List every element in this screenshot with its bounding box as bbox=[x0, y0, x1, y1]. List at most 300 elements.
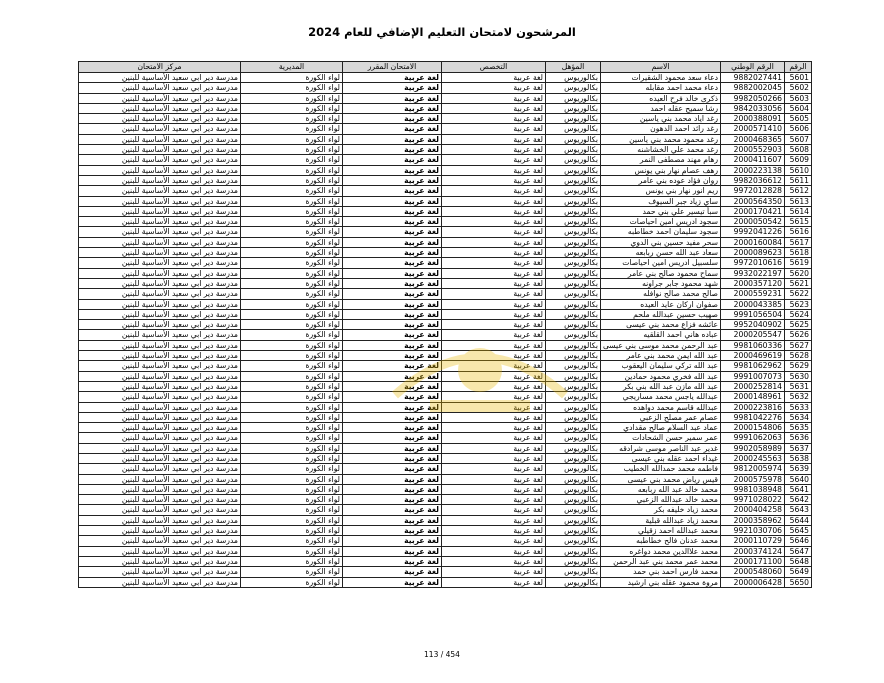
table-row bbox=[79, 381, 812, 391]
cell-id: 5647 bbox=[785, 546, 812, 556]
table-row bbox=[79, 505, 812, 515]
cell-directorate: لواء الكورة bbox=[241, 515, 343, 525]
cell-center: مدرسة دير ابي سعيد الأساسية للبنين bbox=[79, 206, 241, 216]
cell-id: 5621 bbox=[785, 278, 812, 288]
table-row bbox=[79, 515, 812, 525]
cell-exam: لغة عربية bbox=[343, 453, 442, 463]
cell-major: لغة عربية bbox=[442, 278, 546, 288]
table-row bbox=[79, 175, 812, 185]
cell-exam: لغة عربية bbox=[343, 196, 442, 206]
cell-center: مدرسة دير ابي سعيد الأساسية للبنين bbox=[79, 453, 241, 463]
cell-id: 5636 bbox=[785, 433, 812, 443]
cell-exam: لغة عربية bbox=[343, 412, 442, 422]
cell-qual: بكالوريوس bbox=[546, 412, 601, 422]
cell-qual: بكالوريوس bbox=[546, 495, 601, 505]
cell-exam: لغة عربية bbox=[343, 505, 442, 515]
cell-directorate: لواء الكورة bbox=[241, 217, 343, 227]
cell-qual: بكالوريوس bbox=[546, 155, 601, 165]
header-directorate: المديرية bbox=[241, 62, 343, 73]
cell-name: ذكرى خالد فرح العيده bbox=[601, 93, 721, 103]
cell-directorate: لواء الكورة bbox=[241, 196, 343, 206]
cell-center: مدرسة دير ابي سعيد الأساسية للبنين bbox=[79, 227, 241, 237]
cell-name: محمد خالد عبدالله الزعبي bbox=[601, 495, 721, 505]
cell-name: صهيب حسين عبدالله ملحم bbox=[601, 309, 721, 319]
cell-name: عبد الله مازن عبد الله بني بكر bbox=[601, 381, 721, 391]
cell-national: 2000468365 bbox=[721, 134, 785, 144]
cell-id: 5615 bbox=[785, 217, 812, 227]
cell-directorate: لواء الكورة bbox=[241, 124, 343, 134]
cell-national: 2000160084 bbox=[721, 237, 785, 247]
cell-id: 5611 bbox=[785, 175, 812, 185]
cell-exam: لغة عربية bbox=[343, 175, 442, 185]
table-row bbox=[79, 567, 812, 577]
cell-center: مدرسة دير ابي سعيد الأساسية للبنين bbox=[79, 484, 241, 494]
cell-exam: لغة عربية bbox=[343, 443, 442, 453]
cell-id: 5603 bbox=[785, 93, 812, 103]
cell-qual: بكالوريوس bbox=[546, 217, 601, 227]
cell-major: لغة عربية bbox=[442, 258, 546, 268]
cell-major: لغة عربية bbox=[442, 351, 546, 361]
cell-exam: لغة عربية bbox=[343, 206, 442, 216]
cell-national: 9991056504 bbox=[721, 309, 785, 319]
cell-id: 5616 bbox=[785, 227, 812, 237]
cell-directorate: لواء الكورة bbox=[241, 392, 343, 402]
cell-center: مدرسة دير ابي سعيد الأساسية للبنين bbox=[79, 402, 241, 412]
table-row bbox=[79, 526, 812, 536]
cell-exam: لغة عربية bbox=[343, 320, 442, 330]
cell-center: مدرسة دير ابي سعيد الأساسية للبنين bbox=[79, 423, 241, 433]
cell-directorate: لواء الكورة bbox=[241, 371, 343, 381]
cell-exam: لغة عربية bbox=[343, 145, 442, 155]
cell-name: محمد عدنان فالح خطاطبه bbox=[601, 536, 721, 546]
cell-directorate: لواء الكورة bbox=[241, 289, 343, 299]
cell-center: مدرسة دير ابي سعيد الأساسية للبنين bbox=[79, 83, 241, 93]
cell-national: 9982050266 bbox=[721, 93, 785, 103]
cell-national: 2000006428 bbox=[721, 577, 785, 587]
cell-national: 9882002045 bbox=[721, 83, 785, 93]
table-row bbox=[79, 278, 812, 288]
cell-major: لغة عربية bbox=[442, 83, 546, 93]
cell-directorate: لواء الكورة bbox=[241, 423, 343, 433]
cell-qual: بكالوريوس bbox=[546, 474, 601, 484]
cell-qual: بكالوريوس bbox=[546, 124, 601, 134]
cell-id: 5606 bbox=[785, 124, 812, 134]
cell-qual: بكالوريوس bbox=[546, 186, 601, 196]
header-name: الاسم bbox=[601, 62, 721, 73]
cell-exam: لغة عربية bbox=[343, 484, 442, 494]
cell-center: مدرسة دير ابي سعيد الأساسية للبنين bbox=[79, 340, 241, 350]
cell-qual: بكالوريوس bbox=[546, 392, 601, 402]
table-row bbox=[79, 268, 812, 278]
cell-major: لغة عربية bbox=[442, 320, 546, 330]
cell-national: 9981038948 bbox=[721, 484, 785, 494]
cell-national: 2000223138 bbox=[721, 165, 785, 175]
cell-name: محمد عمر محمد بني عبد الرحمن bbox=[601, 556, 721, 566]
cell-id: 5613 bbox=[785, 196, 812, 206]
page-title: المرشحون لامتحان التعليم الإضافي للعام 2024 bbox=[308, 25, 576, 39]
cell-name: عباده هاني احمد القلقيه bbox=[601, 330, 721, 340]
cell-qual: بكالوريوس bbox=[546, 505, 601, 515]
cell-center: مدرسة دير ابي سعيد الأساسية للبنين bbox=[79, 381, 241, 391]
cell-national: 9991062063 bbox=[721, 433, 785, 443]
table-row bbox=[79, 330, 812, 340]
cell-directorate: لواء الكورة bbox=[241, 268, 343, 278]
cell-directorate: لواء الكورة bbox=[241, 546, 343, 556]
cell-id: 5605 bbox=[785, 114, 812, 124]
cell-major: لغة عربية bbox=[442, 227, 546, 237]
cell-name: عبد الله تركي سليمان اليعقوب bbox=[601, 361, 721, 371]
cell-name: محمد زياد خليفه بكر bbox=[601, 505, 721, 515]
cell-national: 2000559231 bbox=[721, 289, 785, 299]
cell-center: مدرسة دير ابي سعيد الأساسية للبنين bbox=[79, 289, 241, 299]
header-qual: المؤهل bbox=[546, 62, 601, 73]
cell-national: 9972010616 bbox=[721, 258, 785, 268]
cell-qual: بكالوريوس bbox=[546, 237, 601, 247]
cell-qual: بكالوريوس bbox=[546, 114, 601, 124]
cell-name: سلسبيل ادريس امين احياصات bbox=[601, 258, 721, 268]
cell-name: عبد الله فخري محمود حمادين bbox=[601, 371, 721, 381]
cell-id: 5624 bbox=[785, 309, 812, 319]
cell-qual: بكالوريوس bbox=[546, 134, 601, 144]
cell-name: رشا سميح عقله احمد bbox=[601, 103, 721, 113]
cell-name: ساي زياد جبر السيوف bbox=[601, 196, 721, 206]
cell-national: 9972012828 bbox=[721, 186, 785, 196]
table-row bbox=[79, 433, 812, 443]
cell-national: 9882027441 bbox=[721, 73, 785, 83]
cell-qual: بكالوريوس bbox=[546, 309, 601, 319]
cell-name: رهف عصام نهار بني يونس bbox=[601, 165, 721, 175]
cell-major: لغة عربية bbox=[442, 155, 546, 165]
cell-name: سبأ تيسير علي بني حمد bbox=[601, 206, 721, 216]
cell-id: 5609 bbox=[785, 155, 812, 165]
cell-center: مدرسة دير ابي سعيد الأساسية للبنين bbox=[79, 443, 241, 453]
cell-qual: بكالوريوس bbox=[546, 206, 601, 216]
table-row bbox=[79, 196, 812, 206]
cell-name: سجود ادريس امين احياصات bbox=[601, 217, 721, 227]
cell-national: 9971028022 bbox=[721, 495, 785, 505]
cell-national: 9932022197 bbox=[721, 268, 785, 278]
cell-major: لغة عربية bbox=[442, 186, 546, 196]
cell-major: لغة عربية bbox=[442, 217, 546, 227]
cell-qual: بكالوريوس bbox=[546, 320, 601, 330]
cell-major: لغة عربية bbox=[442, 381, 546, 391]
cell-exam: لغة عربية bbox=[343, 515, 442, 525]
cell-qual: بكالوريوس bbox=[546, 258, 601, 268]
cell-exam: لغة عربية bbox=[343, 371, 442, 381]
cell-id: 5648 bbox=[785, 556, 812, 566]
table-row bbox=[79, 577, 812, 587]
cell-qual: بكالوريوس bbox=[546, 299, 601, 309]
cell-qual: بكالوريوس bbox=[546, 433, 601, 443]
cell-exam: لغة عربية bbox=[343, 299, 442, 309]
table-body bbox=[79, 73, 812, 588]
cell-major: لغة عربية bbox=[442, 268, 546, 278]
table-row bbox=[79, 361, 812, 371]
cell-name: ريم انور نهار بني يونس bbox=[601, 186, 721, 196]
cell-center: مدرسة دير ابي سعيد الأساسية للبنين bbox=[79, 474, 241, 484]
cell-national: 2000548060 bbox=[721, 567, 785, 577]
cell-directorate: لواء الكورة bbox=[241, 145, 343, 155]
cell-national: 2000171100 bbox=[721, 556, 785, 566]
cell-directorate: لواء الكورة bbox=[241, 433, 343, 443]
cell-id: 5634 bbox=[785, 412, 812, 422]
cell-name: سحر مفيد حسين بني الدوي bbox=[601, 237, 721, 247]
cell-major: لغة عربية bbox=[442, 474, 546, 484]
cell-directorate: لواء الكورة bbox=[241, 248, 343, 258]
cell-id: 5649 bbox=[785, 567, 812, 577]
cell-major: لغة عربية bbox=[442, 196, 546, 206]
cell-id: 5612 bbox=[785, 186, 812, 196]
cell-qual: بكالوريوس bbox=[546, 73, 601, 83]
cell-id: 5622 bbox=[785, 289, 812, 299]
cell-name: فاطمه محمد حمدالله الخطيب bbox=[601, 464, 721, 474]
cell-major: لغة عربية bbox=[442, 526, 546, 536]
cell-qual: بكالوريوس bbox=[546, 371, 601, 381]
cell-qual: بكالوريوس bbox=[546, 83, 601, 93]
cell-exam: لغة عربية bbox=[343, 217, 442, 227]
cell-name: دعاء محمد احمد مقابله bbox=[601, 83, 721, 93]
cell-name: شهد محمود جابر جراونه bbox=[601, 278, 721, 288]
cell-name: محمد عبدالله احمد زقيلي bbox=[601, 526, 721, 536]
cell-exam: لغة عربية bbox=[343, 577, 442, 587]
cell-national: 2000411607 bbox=[721, 155, 785, 165]
cell-name: محمد علاالدين محمد دواغره bbox=[601, 546, 721, 556]
cell-name: دعاء سعد محمود الشقيرات bbox=[601, 73, 721, 83]
cell-national: 2000571410 bbox=[721, 124, 785, 134]
cell-national: 2000388091 bbox=[721, 114, 785, 124]
cell-id: 5650 bbox=[785, 577, 812, 587]
cell-id: 5633 bbox=[785, 402, 812, 412]
cell-name: صفوان اركان عايد العيده bbox=[601, 299, 721, 309]
cell-national: 2000223816 bbox=[721, 402, 785, 412]
cell-center: مدرسة دير ابي سعيد الأساسية للبنين bbox=[79, 114, 241, 124]
table-row bbox=[79, 536, 812, 546]
cell-major: لغة عربية bbox=[442, 114, 546, 124]
cell-national: 2000357120 bbox=[721, 278, 785, 288]
table-row bbox=[79, 155, 812, 165]
cell-exam: لغة عربية bbox=[343, 103, 442, 113]
cell-qual: بكالوريوس bbox=[546, 268, 601, 278]
table-row bbox=[79, 484, 812, 494]
cell-exam: لغة عربية bbox=[343, 567, 442, 577]
cell-national: 9981062962 bbox=[721, 361, 785, 371]
cell-name: مروة محمود عقله بني ارشيد bbox=[601, 577, 721, 587]
cell-major: لغة عربية bbox=[442, 433, 546, 443]
cell-exam: لغة عربية bbox=[343, 464, 442, 474]
cell-qual: بكالوريوس bbox=[546, 145, 601, 155]
table-row bbox=[79, 320, 812, 330]
cell-directorate: لواء الكورة bbox=[241, 340, 343, 350]
cell-qual: بكالوريوس bbox=[546, 289, 601, 299]
cell-name: عبد الله ايمن محمد بني عامر bbox=[601, 351, 721, 361]
cell-qual: بكالوريوس bbox=[546, 577, 601, 587]
cell-center: مدرسة دير ابي سعيد الأساسية للبنين bbox=[79, 412, 241, 422]
cell-major: لغة عربية bbox=[442, 124, 546, 134]
cell-directorate: لواء الكورة bbox=[241, 93, 343, 103]
cell-exam: لغة عربية bbox=[343, 495, 442, 505]
cell-exam: لغة عربية bbox=[343, 73, 442, 83]
cell-exam: لغة عربية bbox=[343, 155, 442, 165]
cell-directorate: لواء الكورة bbox=[241, 495, 343, 505]
cell-directorate: لواء الكورة bbox=[241, 114, 343, 124]
cell-national: 2000575978 bbox=[721, 474, 785, 484]
cell-major: لغة عربية bbox=[442, 567, 546, 577]
cell-major: لغة عربية bbox=[442, 93, 546, 103]
cell-national: 9902058989 bbox=[721, 443, 785, 453]
table-row bbox=[79, 103, 812, 113]
cell-major: لغة عربية bbox=[442, 299, 546, 309]
cell-name: محمد زياد عبدالله قبلية bbox=[601, 515, 721, 525]
cell-name: عبدالله قاسم محمد دواهده bbox=[601, 402, 721, 412]
cell-name: سجود سليمان احمد خطاطبه bbox=[601, 227, 721, 237]
table-row bbox=[79, 73, 812, 83]
cell-id: 5608 bbox=[785, 145, 812, 155]
cell-id: 5646 bbox=[785, 536, 812, 546]
cell-directorate: لواء الكورة bbox=[241, 309, 343, 319]
cell-center: مدرسة دير ابي سعيد الأساسية للبنين bbox=[79, 165, 241, 175]
cell-name: سعاد عبد الله حسن ربابعه bbox=[601, 248, 721, 258]
cell-center: مدرسة دير ابي سعيد الأساسية للبنين bbox=[79, 217, 241, 227]
cell-id: 5602 bbox=[785, 83, 812, 93]
cell-major: لغة عربية bbox=[442, 289, 546, 299]
cell-directorate: لواء الكورة bbox=[241, 330, 343, 340]
cell-qual: بكالوريوس bbox=[546, 556, 601, 566]
cell-directorate: لواء الكورة bbox=[241, 526, 343, 536]
cell-national: 9952040902 bbox=[721, 320, 785, 330]
cell-qual: بكالوريوس bbox=[546, 330, 601, 340]
cell-major: لغة عربية bbox=[442, 103, 546, 113]
cell-center: مدرسة دير ابي سعيد الأساسية للبنين bbox=[79, 526, 241, 536]
cell-qual: بكالوريوس bbox=[546, 443, 601, 453]
cell-national: 2000552903 bbox=[721, 145, 785, 155]
cell-exam: لغة عربية bbox=[343, 381, 442, 391]
cell-major: لغة عربية bbox=[442, 361, 546, 371]
cell-qual: بكالوريوس bbox=[546, 464, 601, 474]
table-row bbox=[79, 186, 812, 196]
cell-qual: بكالوريوس bbox=[546, 165, 601, 175]
cell-center: مدرسة دير ابي سعيد الأساسية للبنين bbox=[79, 258, 241, 268]
header-exam: الامتحان المقرر bbox=[343, 62, 442, 73]
table-row bbox=[79, 165, 812, 175]
cell-exam: لغة عربية bbox=[343, 114, 442, 124]
cell-exam: لغة عربية bbox=[343, 546, 442, 556]
cell-directorate: لواء الكورة bbox=[241, 402, 343, 412]
header-center: مركز الامتحان bbox=[79, 62, 241, 73]
cell-national: 2000043385 bbox=[721, 299, 785, 309]
table-row bbox=[79, 464, 812, 474]
table-row bbox=[79, 402, 812, 412]
cell-id: 5643 bbox=[785, 505, 812, 515]
cell-major: لغة عربية bbox=[442, 340, 546, 350]
cell-name: رغد محمد علي الخشاشنه bbox=[601, 145, 721, 155]
cell-major: لغة عربية bbox=[442, 73, 546, 83]
table-row bbox=[79, 423, 812, 433]
cell-exam: لغة عربية bbox=[343, 124, 442, 134]
cell-name: عبد الرحمن محمد موسى بني عيسى bbox=[601, 340, 721, 350]
cell-name: روان فؤاد عوده بني عامر bbox=[601, 175, 721, 185]
cell-qual: بكالوريوس bbox=[546, 175, 601, 185]
cell-name: عصام عمر مصلح الزعبي bbox=[601, 412, 721, 422]
cell-id: 5601 bbox=[785, 73, 812, 83]
cell-major: لغة عربية bbox=[442, 495, 546, 505]
cell-directorate: لواء الكورة bbox=[241, 351, 343, 361]
cell-name: رغد رائد احمد الدهون bbox=[601, 124, 721, 134]
cell-national: 9991007073 bbox=[721, 371, 785, 381]
cell-national: 9812005974 bbox=[721, 464, 785, 474]
cell-name: عماد عبد السلام صالح مقدادي bbox=[601, 423, 721, 433]
cell-id: 5618 bbox=[785, 248, 812, 258]
cell-center: مدرسة دير ابي سعيد الأساسية للبنين bbox=[79, 392, 241, 402]
table-row bbox=[79, 114, 812, 124]
cell-directorate: لواء الكورة bbox=[241, 134, 343, 144]
cell-national: 2000252814 bbox=[721, 381, 785, 391]
cell-center: مدرسة دير ابي سعيد الأساسية للبنين bbox=[79, 567, 241, 577]
page-number: 113 / 454 bbox=[424, 650, 460, 659]
cell-center: مدرسة دير ابي سعيد الأساسية للبنين bbox=[79, 134, 241, 144]
cell-major: لغة عربية bbox=[442, 371, 546, 381]
cell-directorate: لواء الكورة bbox=[241, 577, 343, 587]
cell-name: رهام مهند مصطفى النمر bbox=[601, 155, 721, 165]
cell-id: 5620 bbox=[785, 268, 812, 278]
cell-major: لغة عربية bbox=[442, 165, 546, 175]
cell-exam: لغة عربية bbox=[343, 289, 442, 299]
cell-center: مدرسة دير ابي سعيد الأساسية للبنين bbox=[79, 433, 241, 443]
cell-major: لغة عربية bbox=[442, 145, 546, 155]
cell-exam: لغة عربية bbox=[343, 402, 442, 412]
cell-id: 5631 bbox=[785, 381, 812, 391]
cell-qual: بكالوريوس bbox=[546, 103, 601, 113]
cell-qual: بكالوريوس bbox=[546, 93, 601, 103]
cell-id: 5604 bbox=[785, 103, 812, 113]
cell-qual: بكالوريوس bbox=[546, 536, 601, 546]
cell-exam: لغة عربية bbox=[343, 309, 442, 319]
cell-directorate: لواء الكورة bbox=[241, 278, 343, 288]
table-row bbox=[79, 546, 812, 556]
cell-national: 2000358962 bbox=[721, 515, 785, 525]
cell-major: لغة عربية bbox=[442, 134, 546, 144]
cell-national: 2000245563 bbox=[721, 453, 785, 463]
cell-major: لغة عربية bbox=[442, 556, 546, 566]
cell-name: رغد اياد محمد بني ياسين bbox=[601, 114, 721, 124]
table-row bbox=[79, 299, 812, 309]
cell-major: لغة عربية bbox=[442, 577, 546, 587]
cell-exam: لغة عربية bbox=[343, 268, 442, 278]
cell-center: مدرسة دير ابي سعيد الأساسية للبنين bbox=[79, 299, 241, 309]
cell-major: لغة عربية bbox=[442, 546, 546, 556]
cell-name: غيداء احمد عقله بني عيسى bbox=[601, 453, 721, 463]
table-row bbox=[79, 227, 812, 237]
table-row bbox=[79, 258, 812, 268]
cell-national: 9982036612 bbox=[721, 175, 785, 185]
cell-qual: بكالوريوس bbox=[546, 453, 601, 463]
cell-center: مدرسة دير ابي سعيد الأساسية للبنين bbox=[79, 278, 241, 288]
cell-center: مدرسة دير ابي سعيد الأساسية للبنين bbox=[79, 268, 241, 278]
cell-exam: لغة عربية bbox=[343, 134, 442, 144]
cell-exam: لغة عربية bbox=[343, 227, 442, 237]
cell-id: 5632 bbox=[785, 392, 812, 402]
cell-exam: لغة عربية bbox=[343, 526, 442, 536]
cell-major: لغة عربية bbox=[442, 484, 546, 494]
cell-qual: بكالوريوس bbox=[546, 402, 601, 412]
cell-qual: بكالوريوس bbox=[546, 351, 601, 361]
cell-id: 5623 bbox=[785, 299, 812, 309]
cell-exam: لغة عربية bbox=[343, 165, 442, 175]
cell-center: مدرسة دير ابي سعيد الأساسية للبنين bbox=[79, 155, 241, 165]
cell-national: 2000374124 bbox=[721, 546, 785, 556]
cell-major: لغة عربية bbox=[442, 392, 546, 402]
cell-id: 5639 bbox=[785, 464, 812, 474]
table-row bbox=[79, 217, 812, 227]
